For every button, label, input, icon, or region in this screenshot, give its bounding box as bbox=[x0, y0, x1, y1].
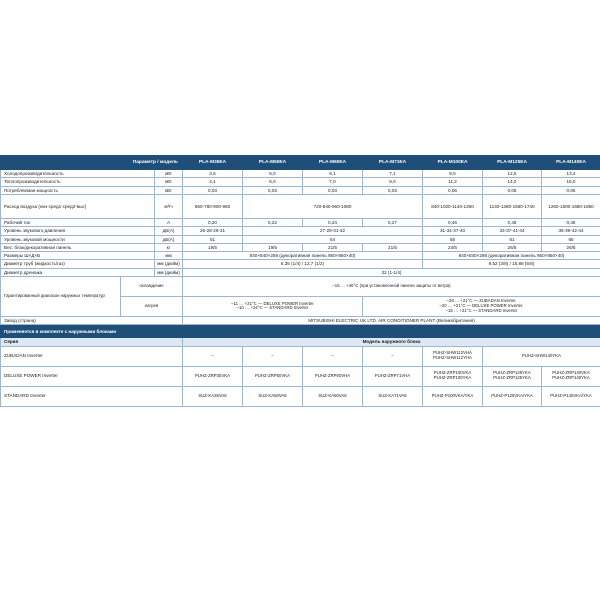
series-cell-0-2: – bbox=[303, 346, 363, 366]
series-cell-2-1: SUZ-KA50VA6 bbox=[243, 386, 303, 406]
cell-7-2: 21/5 bbox=[303, 243, 363, 251]
table-row bbox=[1, 268, 600, 276]
series-cell-2-2: SUZ-KA60VA6 bbox=[303, 386, 363, 406]
cell-5-0: 26-28-29-31 bbox=[183, 227, 243, 235]
table-row bbox=[1, 218, 600, 226]
spec-table-container bbox=[0, 155, 600, 407]
cell-0-6: 13,4 bbox=[542, 170, 600, 178]
cell-6-4: 65 bbox=[542, 235, 600, 243]
row-label-4: Рабочий ток bbox=[1, 218, 155, 226]
cell-2-4: 0,06 bbox=[423, 186, 483, 194]
cell-4-4: 0,46 bbox=[423, 218, 483, 226]
series-header-row bbox=[1, 338, 600, 346]
cell-2-0: 0,03 bbox=[183, 186, 243, 194]
cell-7-6: 26/5 bbox=[542, 243, 600, 251]
cell-5-3: 33-37-41-44 bbox=[483, 227, 542, 235]
series-header-label: Серия bbox=[1, 338, 183, 346]
cell-5-4: 36-39-42-44 bbox=[542, 227, 600, 235]
series-cell-0-1: – bbox=[243, 346, 303, 366]
temp-value-1-0: –11 … +21°C — DELUXE POWER Inverter –10 … +24°C — STANDARD Inverter bbox=[183, 296, 363, 316]
cell-0-2: 6,1 bbox=[303, 170, 363, 178]
series-header-value: Модель наружного блока bbox=[183, 338, 600, 346]
series-row bbox=[1, 386, 600, 406]
cell-7-1: 19/5 bbox=[243, 243, 303, 251]
cell-6-2: 56 bbox=[423, 235, 483, 243]
cell-7-4: 24/5 bbox=[423, 243, 483, 251]
cell-0-1: 5,0 bbox=[243, 170, 303, 178]
table-row bbox=[1, 170, 600, 178]
series-cell-2-0: SUZ-KA35VA6 bbox=[183, 386, 243, 406]
cell-0-4: 9,5 bbox=[423, 170, 483, 178]
series-cell-2-3: SUZ-KA71VA6 bbox=[363, 386, 423, 406]
cell-5-2: 31-34-37-40 bbox=[423, 227, 483, 235]
cell-7-5: 26/5 bbox=[483, 243, 542, 251]
cell-3-0: 660-780-900-960 bbox=[183, 194, 243, 218]
cell-3-4: 1260-1500-1680-1860 bbox=[542, 194, 600, 218]
series-row bbox=[1, 366, 600, 386]
cell-1-3: 8,0 bbox=[363, 178, 423, 186]
row-unit-9: мм (дюйм) bbox=[155, 260, 183, 268]
row-unit-4: А bbox=[155, 218, 183, 226]
cell-8-0: 840×840×258 (декоративная панель 950×950×40) bbox=[183, 252, 423, 260]
cell-9-0: 6,35 (1/4) / 12,7 (1/2) bbox=[183, 260, 423, 268]
cell-6-1: 54 bbox=[243, 235, 423, 243]
series-row bbox=[1, 346, 600, 366]
temp-value-0-0: –15 … +46°C (при установленной панели защиты от ветра) bbox=[183, 276, 600, 296]
cell-3-3: 1140-1380-1560-1740 bbox=[483, 194, 542, 218]
cell-2-6: 0,06 bbox=[542, 186, 600, 194]
cell-1-5: 14,0 bbox=[483, 178, 542, 186]
cell-2-5: 0,06 bbox=[483, 186, 542, 194]
series-cell-0-3: – bbox=[363, 346, 423, 366]
row-unit-6: дБ(А) bbox=[155, 235, 183, 243]
temp-mode-0: охлаждение bbox=[121, 276, 183, 296]
row-label-0: Холодопроизводительность bbox=[1, 170, 155, 178]
series-cell-1-5: PUHZ-ZRP125YKA PUHZ-ZRP125YKA bbox=[483, 366, 542, 386]
row-label-9: Диаметр труб (жидкость/газ) bbox=[1, 260, 155, 268]
series-cell-1-4: PUHZ-ZRP100VKA PUHZ-ZRP100YKA bbox=[423, 366, 483, 386]
row-unit-10: мм (дюйм) bbox=[155, 268, 183, 276]
series-cell-1-0: PUHZ-ZRP35VKA bbox=[183, 366, 243, 386]
section-title-row bbox=[1, 325, 600, 338]
cell-9-1: 9,52 (3/8) / 15,88 (5/8) bbox=[423, 260, 600, 268]
cell-0-5: 12,5 bbox=[483, 170, 542, 178]
section-title: Применяется в комплекте с наружными блоками bbox=[1, 325, 600, 338]
temp-range-row bbox=[1, 276, 600, 296]
temp-range-label: Гарантированный диапазон наружных температур bbox=[1, 276, 121, 316]
cell-4-3: 0,27 bbox=[363, 218, 423, 226]
header-model-2: PLA-M60EA bbox=[303, 156, 363, 170]
plant-row bbox=[1, 316, 600, 324]
cell-7-3: 21/5 bbox=[363, 243, 423, 251]
header-model-1: PLA-M50EA bbox=[243, 156, 303, 170]
row-label-10: Диаметр дренажа bbox=[1, 268, 155, 276]
cell-4-2: 0,24 bbox=[303, 218, 363, 226]
table-row bbox=[1, 194, 600, 218]
table-row bbox=[1, 260, 600, 268]
series-cell-1-6: PUHZ-ZRP140VKA PUHZ-ZRP140YKA bbox=[542, 366, 600, 386]
series-cell-1-2: PUHZ-ZRP60VHA bbox=[303, 366, 363, 386]
series-cell-2-4: PUHZ-P100VKA/YKA bbox=[423, 386, 483, 406]
cell-8-1: 840×840×298 (декоративная панель 950×950×40) bbox=[423, 252, 600, 260]
row-unit-0: кВт bbox=[155, 170, 183, 178]
row-unit-5: дБ(А) bbox=[155, 227, 183, 235]
cell-4-5: 0,46 bbox=[483, 218, 542, 226]
cell-3-1: 720-840-960-1080 bbox=[243, 194, 423, 218]
series-cell-0-4: PUHZ-SHW112VHA PUHZ-SHW112YHA bbox=[423, 346, 483, 366]
table-row bbox=[1, 178, 600, 186]
header-model-4: PLA-M100EA bbox=[423, 156, 483, 170]
series-name-2: STANDARD Inverter bbox=[1, 386, 183, 406]
row-unit-3: м³/ч bbox=[155, 194, 183, 218]
row-label-8: Размеры Ш×Д×В bbox=[1, 252, 155, 260]
series-cell-1-1: PUHZ-ZRP50VKA bbox=[243, 366, 303, 386]
cell-4-6: 0,46 bbox=[542, 218, 600, 226]
temp-value-1-1: –28 … +21°C — ZUBADAN Inverter, –20 … +21°C — DELUXE POWER Inverter, –15 … +21°C — STANDARD Inverter bbox=[363, 296, 600, 316]
cell-3-2: 840-1020-1140-1260 bbox=[423, 194, 483, 218]
cell-2-1: 0,03 bbox=[243, 186, 303, 194]
row-label-5: Уровень звукового давления bbox=[1, 227, 155, 235]
series-name-0: ZUBADAN Inverter bbox=[1, 346, 183, 366]
table-row bbox=[1, 186, 600, 194]
table-row bbox=[1, 227, 600, 235]
row-unit-7: кг bbox=[155, 243, 183, 251]
cell-6-3: 61 bbox=[483, 235, 542, 243]
cell-1-1: 6,0 bbox=[243, 178, 303, 186]
plant-label: Завод (страна) bbox=[1, 316, 183, 324]
cell-0-3: 7,1 bbox=[363, 170, 423, 178]
header-model-5: PLA-M125EA bbox=[483, 156, 542, 170]
plant-value: MITSUBISHI ELECTRIC UK LTD. AIR CONDITIONER PLANT (Великобритания) bbox=[183, 316, 600, 324]
cell-5-1: 27-29-31-32 bbox=[243, 227, 423, 235]
series-cell-0-0: – bbox=[183, 346, 243, 366]
cell-7-0: 19/5 bbox=[183, 243, 243, 251]
row-unit-1: кВт bbox=[155, 178, 183, 186]
cell-1-2: 7,0 bbox=[303, 178, 363, 186]
series-cell-2-6: PUHZ-P140VKA/YKA bbox=[542, 386, 600, 406]
series-name-1: DELUXE POWER Inverter bbox=[1, 366, 183, 386]
cell-2-2: 0,03 bbox=[303, 186, 363, 194]
cell-0-0: 3,6 bbox=[183, 170, 243, 178]
series-cell-0-5: PUHZ-SHW140YKA bbox=[483, 346, 600, 366]
row-label-1: Теплопроизводительность bbox=[1, 178, 155, 186]
specification-table bbox=[0, 155, 600, 407]
cell-1-6: 15,0 bbox=[542, 178, 600, 186]
table-row bbox=[1, 243, 600, 251]
header-param-label: Параметр / модель bbox=[1, 156, 183, 170]
cell-2-3: 0,03 bbox=[363, 186, 423, 194]
table-row bbox=[1, 235, 600, 243]
cell-4-1: 0,22 bbox=[243, 218, 303, 226]
row-label-7: Вес: блок/декоративная панель bbox=[1, 243, 155, 251]
table-header-row bbox=[1, 156, 600, 170]
temp-mode-1: нагрев bbox=[121, 296, 183, 316]
row-unit-2: кВт bbox=[155, 186, 183, 194]
row-label-6: Уровень звуковой мощности bbox=[1, 235, 155, 243]
table-row bbox=[1, 252, 600, 260]
row-unit-8: мм bbox=[155, 252, 183, 260]
row-label-3: Расход воздуха (низ-сред1-сред2-выс) bbox=[1, 194, 155, 218]
row-label-2: Потребляемая мощность bbox=[1, 186, 155, 194]
cell-6-0: 51 bbox=[183, 235, 243, 243]
cell-10-0: 32 (1-1/4) bbox=[183, 268, 600, 276]
header-model-6: PLA-M140EA bbox=[542, 156, 600, 170]
cell-1-4: 11,2 bbox=[423, 178, 483, 186]
cell-4-0: 0,20 bbox=[183, 218, 243, 226]
header-model-0: PLA-M35EA bbox=[183, 156, 243, 170]
series-cell-1-3: PUHZ-ZRP71VHA bbox=[363, 366, 423, 386]
series-cell-2-5: PUHZ-P125VKA/YKA bbox=[483, 386, 542, 406]
cell-1-0: 4,1 bbox=[183, 178, 243, 186]
header-model-3: PLA-M71EA bbox=[363, 156, 423, 170]
